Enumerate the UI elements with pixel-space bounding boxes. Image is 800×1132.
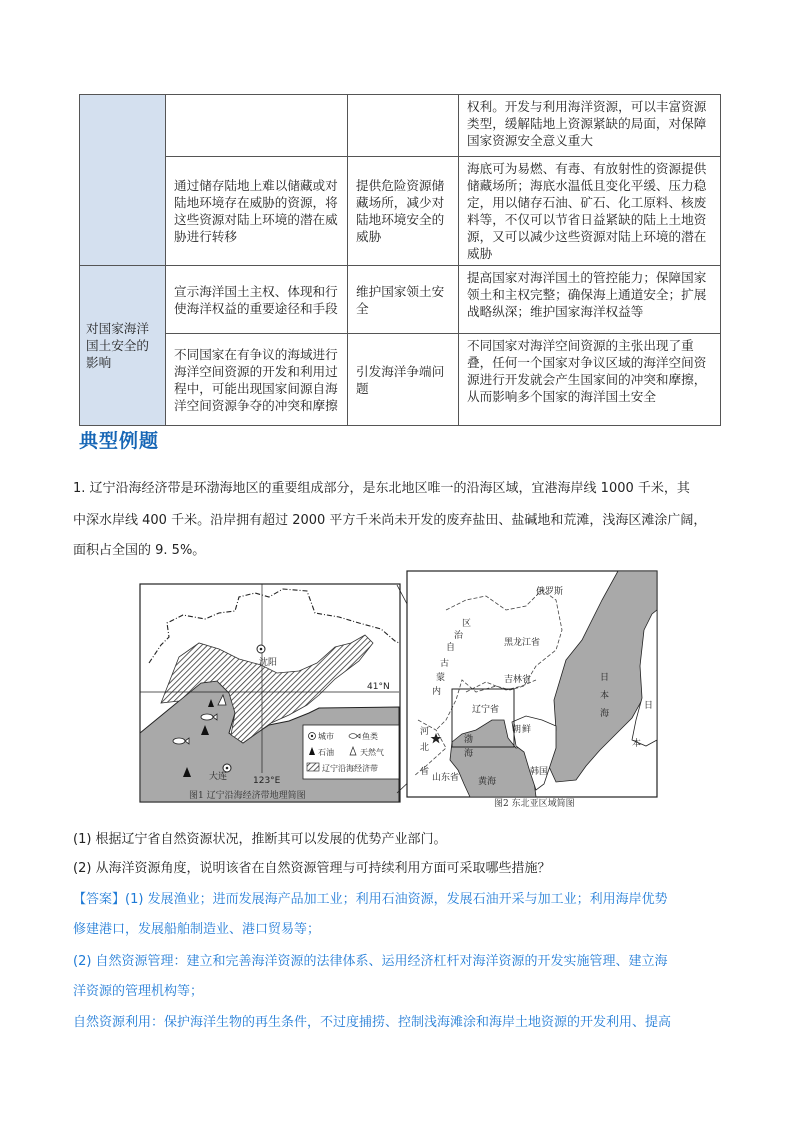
inner-mongolia-label: 古 [440,659,450,669]
table-cell: 引发海洋争端问题 [348,334,459,426]
table-cell-category: 对国家海洋国土安全的影响 [80,266,166,426]
section-title: 典型例题 [79,430,160,452]
table-cell: 提供危险资源储藏场所，减少对陆地环境安全的威胁 [348,157,459,266]
north-korea-label: 朝 [512,725,522,735]
japan-label: 本 [632,739,642,749]
answer-line: 自然资源利用：保护海洋生物的再生条件，不过度捕捞、控制浅海滩涂和海岸土地资源的开发利用、提高 [73,1015,672,1030]
table-row [80,157,721,266]
legend-city-dot-icon [311,735,313,737]
table-cell: 提高国家对海洋国土的管控能力；保障国家领土和主权完整；确保海上通道安全；扩展战略纵深；维护国家海洋权益等 [459,266,721,334]
question-2: (2) 从海洋资源角度，说明该省在自然资源管理与可持续利用方面可采取哪些措施？ [73,861,551,876]
table-row [80,334,721,426]
lon-label: 123°E [253,776,281,786]
figure1-caption: 图1 辽宁沿海经济带地理简图 [189,791,306,801]
table-cell: 海底可为易燃、有毒、有放射性的资源提供储藏场所；海底水温低且变化平缓、压力稳定，用以储存石油、矿石、化工原料、核废料等，不仅可以节省日益紧缺的陆上土地资源，又可以减少这些资源对陆上环境的潜在威胁 [459,157,721,266]
figure1-map [139,583,401,803]
answer-text: (1) 发展渔业；进而发展海产品加工业；利用石油资源，发展石油开采与加工业；利用海岸优势 [125,892,668,907]
city-dot-icon [226,767,229,770]
legend-oil-label: 石油 [318,748,334,757]
question-intro-line: 面积占全国的 9. 5%。 [73,543,206,558]
legend-gas-label: 天然气 [360,748,384,757]
question-1: (1) 根据辽宁省自然资源状况，推断其可以发展的优势产业部门。 [73,832,447,847]
north-korea-label: 鲜 [522,725,532,735]
lat-label: 41°N [367,682,390,692]
sea-of-japan-label: 本 [600,691,610,701]
bohai-label: 渤 [464,735,474,745]
inner-mongolia-label: 内 [432,687,442,697]
table-cell [166,95,348,157]
legend-belt-icon [307,763,319,771]
hebei-label: 河 [420,727,430,737]
legend-city-label: 城市 [318,732,334,741]
south-korea-label: 韩国 [530,767,549,777]
answer-line: 修建港口，发展船舶制造业、港口贸易等； [73,922,321,937]
inner-mongolia-label: 治 [454,631,464,641]
sea-of-japan-label: 海 [600,709,610,719]
question-intro-line: 中深水岸线 400 千米。沿岸拥有超过 2000 平方千米尚未开发的废弃盐田、盐碱地和荒滩，浅海区滩涂广阔， [73,513,707,528]
table-row [80,266,721,334]
table-cell: 宣示海洋国土主权、体现和行使海洋权益的重要途径和手段 [166,266,348,334]
russia-label: 俄罗斯 [536,587,564,597]
legend-fish-label: 鱼类 [362,732,378,741]
table-cell: 不同国家在有争议的海域进行海洋空间资源的开发和利用过程中，可能出现国家间源自海洋空间资源争夺的冲突和摩擦 [166,334,348,426]
answer-label: 【答案】 [73,892,126,907]
hebei-label: 北 [420,743,430,753]
sea-of-japan-label: 日 [600,673,610,683]
table-cell: 维护国家领土安全 [348,266,459,334]
table-cell-category [80,95,166,266]
table-cell: 权利。开发与利用海洋资源，可以丰富资源类型，缓解陆地上资源紧缺的局面，对保障国家资源安全意义重大 [459,95,721,157]
hebei-label: 省 [420,767,430,777]
table-row [80,95,721,157]
resource-table [79,94,721,426]
table-cell [348,95,459,157]
heilongjiang-label: 黑龙江省 [504,638,541,648]
city-dot-icon [260,648,263,651]
yellow-sea-label: 黄海 [478,777,497,787]
answer-line: (2) 自然资源管理：建立和完善海洋资源的法律体系、运用经济杠杆对海洋资源的开发实施管理、建立海 [73,954,668,969]
answer-line [73,890,668,909]
figure2-caption: 图2 东北亚区域简图 [494,799,575,809]
city-label: 沈阳 [259,658,278,668]
shandong-label: 山东省 [432,773,460,783]
table-cell: 通过储存陆地上难以储藏或对陆地环境存在威胁的资源，将这些资源对陆上环境的潜在威胁进行转移 [166,157,348,266]
bohai-label: 海 [464,749,474,759]
figure2-map [406,570,658,798]
inner-mongolia-label: 区 [462,619,472,629]
jilin-label: 吉林省 [504,675,532,685]
question-intro-line: 1. 辽宁沿海经济带是环渤海地区的重要组成部分，是东北地区唯一的沿海区域，宜港海岸线 1000 千米，其 [73,481,690,496]
answer-line: 洋资源的管理机构等； [73,984,204,999]
legend-belt-label: 辽宁沿海经济带 [322,764,378,773]
inner-mongolia-label: 蒙 [436,673,446,683]
port-label: 大连 [209,772,228,782]
table-cell: 不同国家对海洋空间资源的主张出现了重叠，任何一个国家对争议区域的海洋空间资源进行开发就会产生国家间的冲突和摩擦，从而影响多个国家的海洋国土安全 [459,334,721,426]
inner-mongolia-label: 自 [446,643,456,653]
japan-label: 日 [644,701,654,711]
liaoning-label: 辽宁省 [472,705,500,715]
